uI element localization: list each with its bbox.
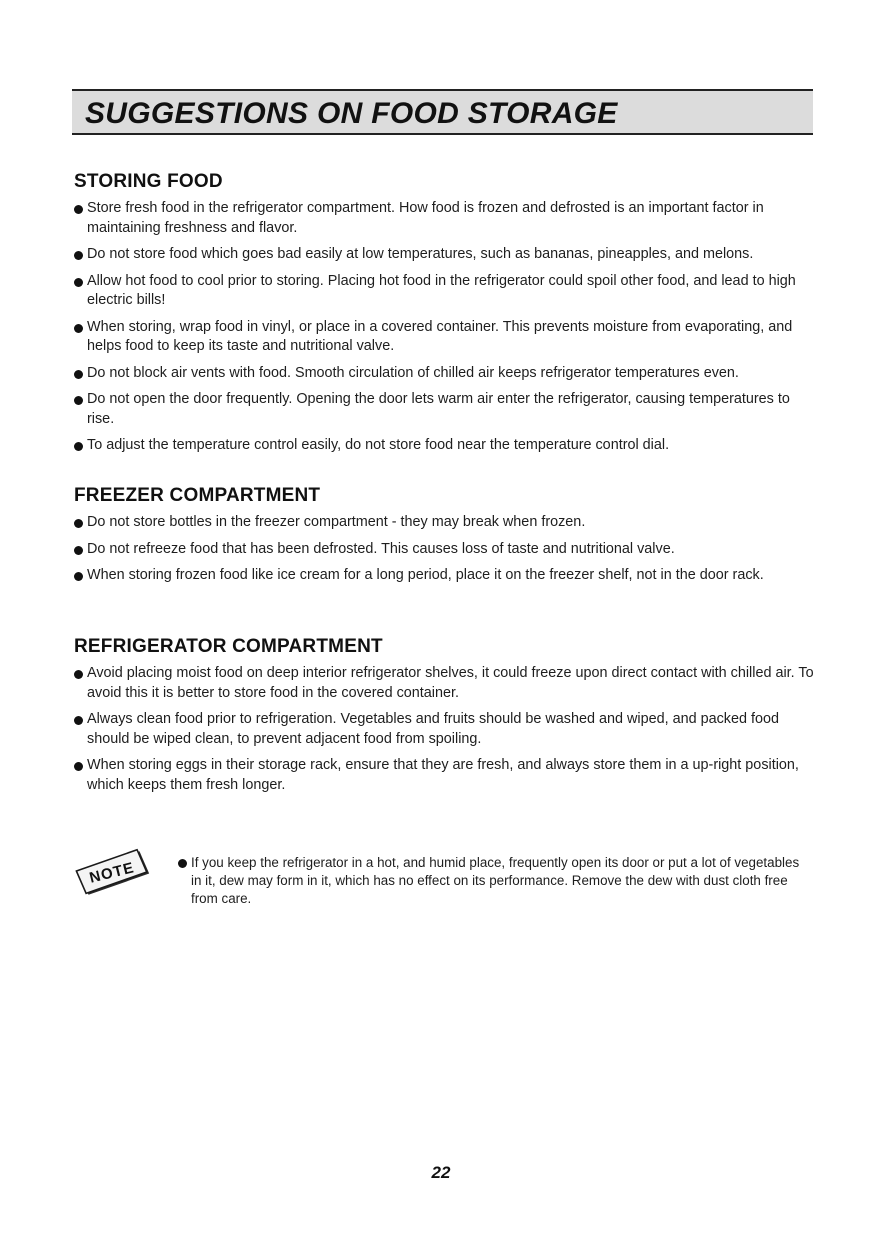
bullet-icon — [74, 670, 83, 679]
note-list — [178, 854, 802, 908]
list-item-text: Store fresh food in the refrigerator compartment. How food is frozen and defrosted is an important factor in maintaining freshness and flavor. — [87, 200, 764, 236]
bullet-list — [74, 513, 814, 586]
list-item — [74, 199, 814, 238]
list-item-text: Do not block air vents with food. Smooth circulation of chilled air keeps refrigerator temperatures even. — [87, 364, 739, 381]
list-item-text: Do not refreeze food that has been defrosted. This causes loss of taste and nutritional valve. — [87, 540, 675, 557]
list-item-text: When storing frozen food like ice cream for a long period, place it on the freezer shelf, not in the door rack. — [87, 567, 764, 583]
bullet-icon — [74, 205, 83, 214]
list-item — [74, 436, 814, 456]
list-item — [74, 272, 814, 311]
bullet-icon — [178, 859, 187, 868]
note-item-text: If you keep the refrigerator in a hot, and humid place, frequently open its door or put a lot of vegetables in it, dew may form in it, which has no effect on its performance. Remove the dew with dust cloth free from care. — [191, 855, 800, 906]
section-heading: REFRIGERATOR COMPARTMENT — [74, 636, 383, 657]
note-text-block — [178, 854, 802, 915]
list-item-text: Always clean food prior to refrigeration. Vegetables and fruits should be washed and wiped, and packed food should be wiped clean, to prevent adjacent food from spoiling. — [87, 711, 779, 747]
bullet-icon — [74, 278, 83, 287]
bullet-icon — [74, 396, 83, 405]
bullet-icon — [74, 251, 83, 260]
bullet-icon — [74, 519, 83, 528]
bullet-list — [74, 664, 814, 795]
note-item — [178, 854, 802, 908]
list-item — [74, 540, 814, 560]
page-number: 22 — [431, 1163, 451, 1182]
bullet-icon — [74, 324, 83, 333]
bullet-icon — [74, 546, 83, 555]
list-item — [74, 364, 814, 384]
bullet-icon — [74, 762, 83, 771]
list-item — [74, 566, 814, 586]
list-item-text: When storing eggs in their storage rack, ensure that they are fresh, and always store them in a up-right position, which keeps them fresh longer. — [87, 757, 799, 793]
list-item — [74, 710, 814, 749]
note-badge-icon — [74, 848, 154, 898]
list-item-text: Allow hot food to cool prior to storing. Placing hot food in the refrigerator could spoil other food, and lead to high electric bills! — [87, 272, 796, 308]
list-item-text: When storing, wrap food in vinyl, or place in a covered container. This prevents moisture from evaporating, and helps food to keep its taste and nutritional valve. — [87, 318, 793, 354]
section-heading: FREEZER COMPARTMENT — [74, 485, 321, 506]
list-item — [74, 245, 814, 265]
list-item — [74, 390, 814, 429]
note-badge-label: NOTE — [87, 859, 137, 887]
list-item-text: Do not store food which goes bad easily at low temperatures, such as bananas, pineapples, and melons. — [87, 246, 754, 262]
page-title: SUGGESTIONS ON FOOD STORAGE — [85, 97, 618, 130]
section-heading: STORING FOOD — [74, 171, 223, 192]
list-item — [74, 318, 814, 357]
section-freezer-compartment — [74, 485, 814, 593]
note-badge-graphic — [74, 848, 154, 898]
bullet-icon — [74, 370, 83, 379]
list-item — [74, 664, 814, 703]
list-item-text: Do not open the door frequently. Opening the door lets warm air enter the refrigerator, causing temperatures to rise. — [87, 391, 790, 427]
bullet-icon — [74, 442, 83, 451]
bullet-icon — [74, 572, 83, 581]
list-item — [74, 756, 814, 795]
section-storing-food — [74, 171, 814, 463]
bullet-list — [74, 199, 814, 456]
section-refrigerator-compartment — [74, 636, 814, 802]
list-item-text: Do not store bottles in the freezer compartment - they may break when frozen. — [87, 514, 586, 530]
list-item — [74, 513, 814, 533]
list-item-text: Avoid placing moist food on deep interior refrigerator shelves, it could freeze upon direct contact with chilled air. To avoid this it is better to store food in the covered container. — [87, 665, 814, 701]
title-banner — [72, 89, 813, 135]
bullet-icon — [74, 716, 83, 725]
list-item-text: To adjust the temperature control easily, do not store food near the temperature control dial. — [87, 437, 670, 453]
